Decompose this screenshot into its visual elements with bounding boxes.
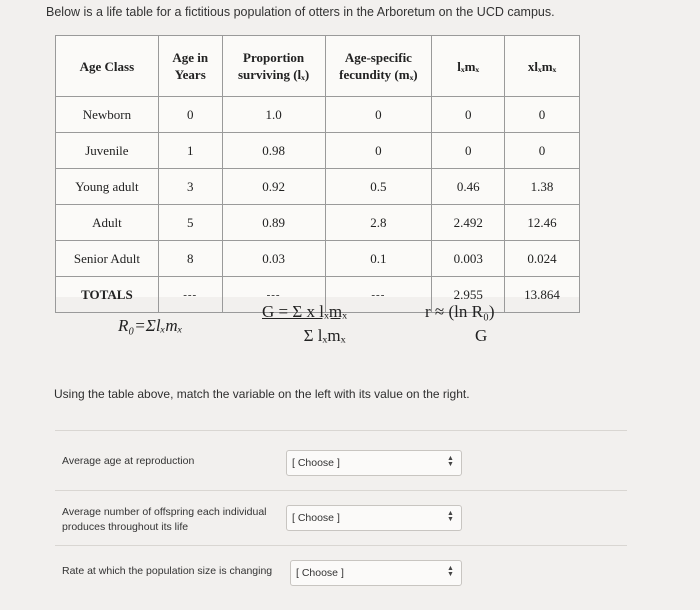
cell-lxmx: 2.492 <box>432 205 505 241</box>
question-label: Average number of offspring each individual produces throughout its life <box>62 506 267 533</box>
cell-age-class: Newborn <box>56 97 159 133</box>
cell-xlxmx: 12.46 <box>505 205 580 241</box>
question-label: Average age at reproduction <box>62 455 195 467</box>
cell-mx: 2.8 <box>325 205 432 241</box>
question-label: Rate at which the population size is changing <box>62 565 273 577</box>
cell-age: --- <box>158 277 222 313</box>
divider <box>55 430 627 431</box>
header-age-class: Age Class <box>56 36 159 97</box>
formula-g-denominator: Σ lₓmₓ <box>303 326 346 345</box>
table-row <box>56 97 580 133</box>
cell-age-class: Juvenile <box>56 133 159 169</box>
cell-totals-label: TOTALS <box>56 277 159 313</box>
cell-lx: --- <box>222 277 325 313</box>
cell-lx: 1.0 <box>222 97 325 133</box>
answer-select-3[interactable] <box>290 560 462 586</box>
header-xlxmx: xlₓmₓ <box>505 36 580 97</box>
table-header-row <box>56 36 580 97</box>
cell-lxmx: 0 <box>432 97 505 133</box>
cell-lxmx: 0.46 <box>432 169 505 205</box>
select-value: [ Choose ] <box>292 457 340 469</box>
formula-r-denominator: G <box>475 326 488 345</box>
formula-r-numerator: r ≈ (ln R₀) <box>425 302 495 321</box>
select-arrows-icon: ▲ ▼ <box>447 565 454 578</box>
divider <box>55 490 627 491</box>
select-value: [ Choose ] <box>292 512 340 524</box>
formula-r0: R₀=Σlₓmₓ <box>118 316 183 335</box>
cell-age-class: Senior Adult <box>56 241 159 277</box>
header-fecundity: Age-specific fecundity (mₓ) <box>325 36 432 97</box>
intro-text: Below is a life table for a fictitious population of otters in the Arboretum on the UCD campus. <box>46 5 555 19</box>
cell-lx: 0.98 <box>222 133 325 169</box>
cell-age: 5 <box>158 205 222 241</box>
formula-g <box>262 300 347 348</box>
cell-lx: 0.03 <box>222 241 325 277</box>
cell-mx: --- <box>325 277 432 313</box>
table-row <box>56 133 580 169</box>
cell-xlxmx: 0.024 <box>505 241 580 277</box>
header-age-years: Age in Years <box>158 36 222 97</box>
formula-r <box>425 300 495 348</box>
instruction-text: Using the table above, match the variable on the left with its value on the right. <box>54 387 470 401</box>
cell-mx: 0 <box>325 97 432 133</box>
cell-mx: 0 <box>325 133 432 169</box>
cell-lx: 0.89 <box>222 205 325 241</box>
cell-mx: 0.1 <box>325 241 432 277</box>
cell-lxmx-total: 2.955 <box>432 277 505 313</box>
cell-lxmx: 0.003 <box>432 241 505 277</box>
answer-select-2[interactable] <box>286 505 462 531</box>
cell-age-class: Young adult <box>56 169 159 205</box>
formula-g-numerator: G = Σ x lₓmₓ <box>262 302 348 321</box>
table-row <box>56 169 580 205</box>
cell-lx: 0.92 <box>222 169 325 205</box>
cell-age-class: Adult <box>56 205 159 241</box>
table-row <box>56 241 580 277</box>
cell-age: 8 <box>158 241 222 277</box>
divider <box>55 545 627 546</box>
select-arrows-icon: ▲ ▼ <box>447 510 454 523</box>
cell-age: 3 <box>158 169 222 205</box>
cell-mx: 0.5 <box>325 169 432 205</box>
header-lxmx: lₓmₓ <box>432 36 505 97</box>
select-arrows-icon: ▲ ▼ <box>447 455 454 468</box>
cell-xlxmx: 0 <box>505 97 580 133</box>
cell-age: 0 <box>158 97 222 133</box>
select-value: [ Choose ] <box>296 567 344 579</box>
life-table <box>55 35 580 302</box>
answer-select-1[interactable] <box>286 450 462 476</box>
cell-xlxmx: 1.38 <box>505 169 580 205</box>
cell-lxmx: 0 <box>432 133 505 169</box>
header-proportion-surviving: Proportion surviving (lₓ) <box>222 36 325 97</box>
cell-xlxmx-total: 13.864 <box>505 277 580 313</box>
cell-age: 1 <box>158 133 222 169</box>
cell-xlxmx: 0 <box>505 133 580 169</box>
table-row <box>56 205 580 241</box>
